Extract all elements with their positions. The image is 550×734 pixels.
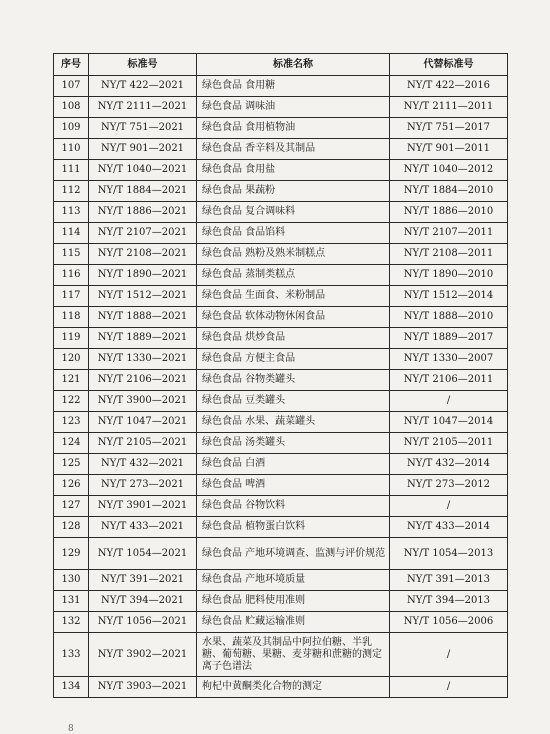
cell-serial: 122 — [54, 391, 89, 412]
cell-standard-code: NY/T 1040—2021 — [89, 160, 197, 181]
table-row — [54, 160, 508, 181]
cell-standard-code: NY/T 432—2021 — [89, 454, 197, 475]
cell-serial: 127 — [54, 496, 89, 517]
cell-standard-name: 绿色食品 植物蛋白饮料 — [197, 517, 390, 538]
cell-serial: 126 — [54, 475, 89, 496]
cell-serial: 114 — [54, 223, 89, 244]
table-row — [54, 517, 508, 538]
cell-standard-name: 绿色食品 蒸制类糕点 — [197, 265, 390, 286]
table-body — [54, 76, 508, 698]
cell-standard-name: 绿色食品 啤酒 — [197, 475, 390, 496]
table-row — [54, 612, 508, 633]
cell-replaced-code: NY/T 1054—2013 — [390, 538, 508, 570]
cell-standard-code: NY/T 1056—2021 — [89, 612, 197, 633]
table-row — [54, 633, 508, 677]
cell-replaced-code: NY/T 391—2013 — [390, 570, 508, 591]
cell-replaced-code: NY/T 433—2014 — [390, 517, 508, 538]
cell-serial: 115 — [54, 244, 89, 265]
cell-standard-name: 枸杞中黄酮类化合物的测定 — [197, 677, 390, 698]
cell-replaced-code: NY/T 1890—2010 — [390, 265, 508, 286]
cell-standard-code: NY/T 1886—2021 — [89, 202, 197, 223]
cell-standard-name: 水果、蔬菜及其制品中阿拉伯糖、半乳糖、葡萄糖、果糖、麦芽糖和蔗糖的测定 离子色谱法 — [197, 633, 390, 677]
cell-serial: 116 — [54, 265, 89, 286]
cell-serial: 124 — [54, 433, 89, 454]
cell-replaced-code: NY/T 2105—2011 — [390, 433, 508, 454]
cell-replaced-code: NY/T 2111—2011 — [390, 97, 508, 118]
cell-standard-name: 绿色食品 调味油 — [197, 97, 390, 118]
cell-serial: 121 — [54, 370, 89, 391]
cell-standard-name: 绿色食品 豆类罐头 — [197, 391, 390, 412]
cell-standard-name: 绿色食品 贮藏运输准则 — [197, 612, 390, 633]
table-row — [54, 118, 508, 139]
cell-serial: 107 — [54, 76, 89, 97]
cell-serial: 110 — [54, 139, 89, 160]
cell-standard-code: NY/T 3901—2021 — [89, 496, 197, 517]
cell-serial: 129 — [54, 538, 89, 570]
cell-standard-name: 绿色食品 产地环境质量 — [197, 570, 390, 591]
table-row — [54, 591, 508, 612]
cell-replaced-code: NY/T 2108—2011 — [390, 244, 508, 265]
table-row — [54, 538, 508, 570]
cell-serial: 133 — [54, 633, 89, 677]
cell-standard-code: NY/T 1512—2021 — [89, 286, 197, 307]
cell-replaced-code: NY/T 1330—2007 — [390, 349, 508, 370]
table-header-row — [54, 54, 508, 76]
table-row — [54, 76, 508, 97]
table-row — [54, 328, 508, 349]
cell-standard-name: 绿色食品 熟粉及熟米制糕点 — [197, 244, 390, 265]
cell-replaced-code: NY/T 751—2017 — [390, 118, 508, 139]
cell-standard-name: 绿色食品 软体动物休闲食品 — [197, 307, 390, 328]
cell-serial: 119 — [54, 328, 89, 349]
cell-standard-code: NY/T 1888—2021 — [89, 307, 197, 328]
cell-serial: 113 — [54, 202, 89, 223]
cell-serial: 132 — [54, 612, 89, 633]
cell-replaced-code: NY/T 1040—2012 — [390, 160, 508, 181]
cell-standard-name: 绿色食品 谷物饮料 — [197, 496, 390, 517]
cell-standard-code: NY/T 1889—2021 — [89, 328, 197, 349]
cell-replaced-code: NY/T 422—2016 — [390, 76, 508, 97]
table-row — [54, 677, 508, 698]
cell-standard-name: 绿色食品 肥料使用准则 — [197, 591, 390, 612]
table-row — [54, 97, 508, 118]
header-standard-name: 标准名称 — [197, 54, 390, 76]
cell-standard-code: NY/T 3902—2021 — [89, 633, 197, 677]
cell-replaced-code: NY/T 2107—2011 — [390, 223, 508, 244]
cell-serial: 128 — [54, 517, 89, 538]
cell-standard-code: NY/T 751—2021 — [89, 118, 197, 139]
table-row — [54, 223, 508, 244]
cell-standard-code: NY/T 1884—2021 — [89, 181, 197, 202]
cell-standard-name: 绿色食品 食用盐 — [197, 160, 390, 181]
header-replaced-code: 代替标准号 — [390, 54, 508, 76]
cell-standard-code: NY/T 2107—2021 — [89, 223, 197, 244]
cell-standard-name: 绿色食品 食用糖 — [197, 76, 390, 97]
cell-standard-code: NY/T 2105—2021 — [89, 433, 197, 454]
cell-replaced-code: / — [390, 496, 508, 517]
cell-serial: 123 — [54, 412, 89, 433]
cell-replaced-code: NY/T 2106—2011 — [390, 370, 508, 391]
cell-standard-code: NY/T 2106—2021 — [89, 370, 197, 391]
cell-standard-code: NY/T 2111—2021 — [89, 97, 197, 118]
cell-replaced-code: NY/T 1056—2006 — [390, 612, 508, 633]
cell-replaced-code: NY/T 273—2012 — [390, 475, 508, 496]
table-row — [54, 475, 508, 496]
cell-replaced-code: NY/T 394—2013 — [390, 591, 508, 612]
table-row — [54, 570, 508, 591]
table-row — [54, 496, 508, 517]
cell-serial: 109 — [54, 118, 89, 139]
table-row — [54, 307, 508, 328]
cell-serial: 108 — [54, 97, 89, 118]
cell-standard-code: NY/T 1330—2021 — [89, 349, 197, 370]
cell-standard-code: NY/T 433—2021 — [89, 517, 197, 538]
cell-replaced-code: / — [390, 391, 508, 412]
cell-serial: 118 — [54, 307, 89, 328]
cell-serial: 134 — [54, 677, 89, 698]
cell-standard-code: NY/T 3903—2021 — [89, 677, 197, 698]
cell-serial: 111 — [54, 160, 89, 181]
table-row — [54, 454, 508, 475]
header-serial: 序号 — [54, 54, 89, 76]
cell-standard-name: 绿色食品 复合调味料 — [197, 202, 390, 223]
cell-replaced-code: / — [390, 677, 508, 698]
standards-table — [53, 53, 508, 698]
cell-serial: 112 — [54, 181, 89, 202]
header-standard-code: 标准号 — [89, 54, 197, 76]
cell-standard-code: NY/T 901—2021 — [89, 139, 197, 160]
table-row — [54, 286, 508, 307]
cell-standard-name: 绿色食品 白酒 — [197, 454, 390, 475]
table-row — [54, 139, 508, 160]
cell-standard-code: NY/T 273—2021 — [89, 475, 197, 496]
cell-standard-name: 绿色食品 果蔬粉 — [197, 181, 390, 202]
cell-serial: 117 — [54, 286, 89, 307]
cell-standard-code: NY/T 1047—2021 — [89, 412, 197, 433]
cell-standard-name: 绿色食品 水果、蔬菜罐头 — [197, 412, 390, 433]
cell-standard-name: 绿色食品 产地环境调查、监测与评价规范 — [197, 538, 390, 570]
cell-replaced-code: NY/T 901—2011 — [390, 139, 508, 160]
cell-replaced-code: NY/T 1888—2010 — [390, 307, 508, 328]
cell-replaced-code: / — [390, 633, 508, 677]
cell-standard-name: 绿色食品 食用植物油 — [197, 118, 390, 139]
cell-serial: 131 — [54, 591, 89, 612]
cell-replaced-code: NY/T 1047—2014 — [390, 412, 508, 433]
cell-replaced-code: NY/T 1889—2017 — [390, 328, 508, 349]
cell-standard-code: NY/T 3900—2021 — [89, 391, 197, 412]
cell-standard-name: 绿色食品 方便主食品 — [197, 349, 390, 370]
cell-standard-code: NY/T 422—2021 — [89, 76, 197, 97]
table-row — [54, 412, 508, 433]
cell-standard-name: 绿色食品 食品馅料 — [197, 223, 390, 244]
page-number: 8 — [68, 724, 74, 734]
cell-serial: 130 — [54, 570, 89, 591]
cell-standard-code: NY/T 2108—2021 — [89, 244, 197, 265]
cell-replaced-code: NY/T 1512—2014 — [390, 286, 508, 307]
table-row — [54, 202, 508, 223]
cell-standard-code: NY/T 394—2021 — [89, 591, 197, 612]
cell-replaced-code: NY/T 1886—2010 — [390, 202, 508, 223]
cell-standard-name: 绿色食品 谷物类罐头 — [197, 370, 390, 391]
table-row — [54, 349, 508, 370]
table-row — [54, 244, 508, 265]
cell-standard-code: NY/T 391—2021 — [89, 570, 197, 591]
cell-replaced-code: NY/T 432—2014 — [390, 454, 508, 475]
table-row — [54, 433, 508, 454]
cell-standard-name: 绿色食品 汤类罐头 — [197, 433, 390, 454]
cell-serial: 120 — [54, 349, 89, 370]
cell-standard-code: NY/T 1890—2021 — [89, 265, 197, 286]
table-row — [54, 265, 508, 286]
cell-standard-name: 绿色食品 生面食、米粉制品 — [197, 286, 390, 307]
table-row — [54, 391, 508, 412]
table-row — [54, 181, 508, 202]
cell-replaced-code: NY/T 1884—2010 — [390, 181, 508, 202]
cell-standard-code: NY/T 1054—2021 — [89, 538, 197, 570]
cell-serial: 125 — [54, 454, 89, 475]
cell-standard-name: 绿色食品 香辛料及其制品 — [197, 139, 390, 160]
cell-standard-name: 绿色食品 烘炒食品 — [197, 328, 390, 349]
table-row — [54, 370, 508, 391]
